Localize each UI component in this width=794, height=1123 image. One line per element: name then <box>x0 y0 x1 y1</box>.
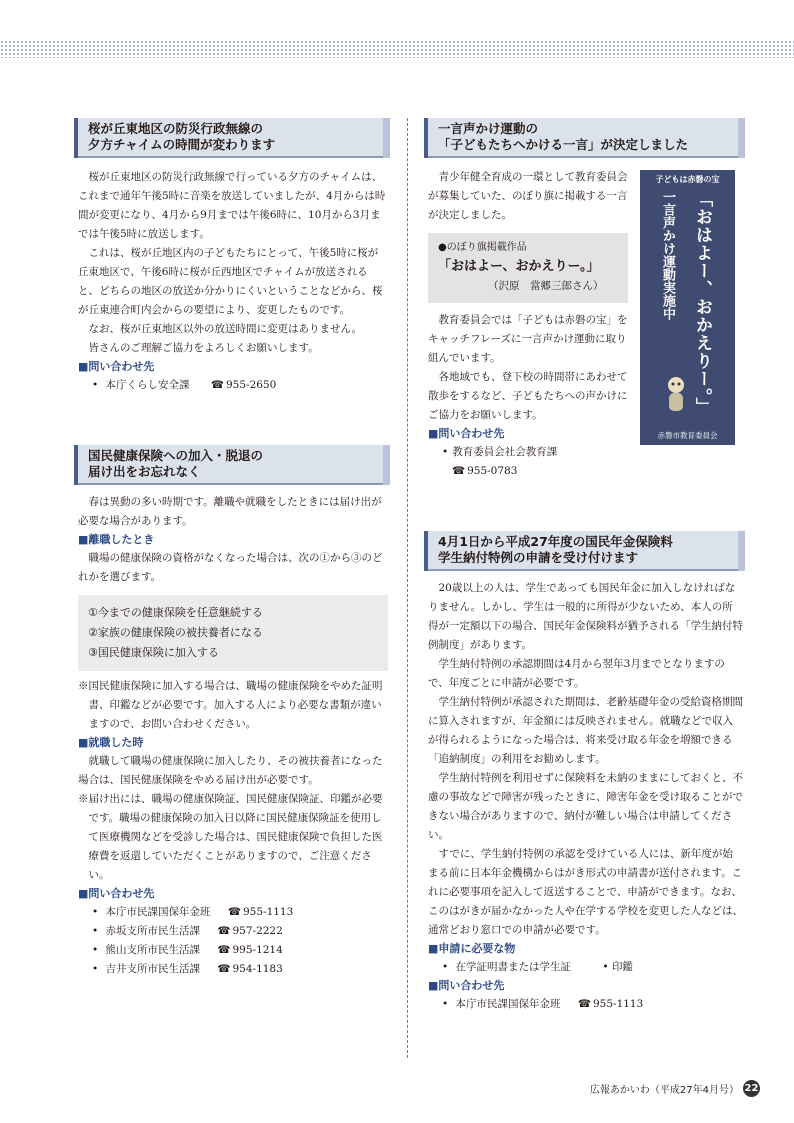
contact-office: 本庁くらし安全課 <box>105 379 190 391</box>
phone-number: ☎ 955-2650 <box>211 379 276 391</box>
chime-article <box>78 118 388 395</box>
paragraph: 教育委員会では「子どもは赤磐の宝」をキャッチフレーズに一言声かけ運動に取り組んでいます。 <box>428 314 628 364</box>
paragraph: すでに、学生納付特例の承認を受けている人には、新年度が始まる前に日本年金機構からはがき形式の申請書が送付されます。これに必要事項を記入して返送することで、申請ができます。なお、このはがきが届かなかった人や在学する学校を変更した人などは、通常どおり窓口での申請が必要です。 <box>428 848 743 936</box>
greeting-heading <box>428 118 743 158</box>
phone-number: ☎ 955-1113 <box>228 906 293 918</box>
contact-heading: ■ 問い合わせ先 <box>428 425 743 443</box>
banner-top-text: 子どもは赤磐の宝 <box>655 175 720 184</box>
phone-number: ☎ 955-1113 <box>578 998 643 1010</box>
contact-heading: ■ 問い合わせ先 <box>78 885 388 903</box>
paragraph: 各地域でも、登下校の時間帯にあわせて散歩をするなど、子どもたちへの声かけにご協力をお願いします。 <box>428 371 628 421</box>
nhi-article <box>78 445 388 979</box>
heading-line: 4月1日から平成27年度の国民年金保険料 <box>438 534 673 549</box>
subheading: ■ 就職した時 <box>78 734 388 752</box>
author: （沢原 當郷三郎さん） <box>488 280 604 292</box>
paragraph: 就職して職場の健康保険に加入したり、その被扶養者になった場合は、国民健康保険をやめる届け出が必要です。 <box>78 755 383 786</box>
paragraph: 桜が丘東地区の防災行政無線で行っている夕方のチャイムは、これまで通年午後5時に音楽を放送していましたが、4月からは時間が変更になり、4月から9月までは午後6時に、10月から3月までは午後5時に放送します。 <box>78 171 386 240</box>
note: ※国民健康保険に加入する場合は、職場の健康保険をやめた証明書、印鑑などが必要です。加入する人により必要な書類が違いますので、お問い合わせください。 <box>78 680 383 730</box>
paragraph: 学生納付特例が承認された期間は、老齢基礎年金の受給資格期間に算入されますが、年金額には反映されません。就職などで収入が得られるようになった場合は、将来受け取る年金を増額できる「追納制度」の利用をお勧めします。 <box>428 696 743 765</box>
winning-phrase-box <box>428 233 628 303</box>
paragraph: なお、桜が丘東地区以外の放送時間に変更はありません。 <box>88 323 363 335</box>
required-item: 在学証明書または学生証 <box>455 961 572 973</box>
nhi-heading <box>78 445 388 485</box>
heading-line: 国民健康保険への加入・脱退の <box>88 448 264 463</box>
phone-number: ☎ 955-0783 <box>452 465 517 477</box>
banner-bottom-text: 赤磐市教育委員会 <box>657 431 718 440</box>
heading-line: 届け出をお忘れなく <box>88 464 201 479</box>
greeting-body <box>428 168 628 425</box>
pension-article <box>428 531 743 1014</box>
banner-main-text: 「おはよー、おかえりー。」 <box>692 190 712 416</box>
paragraph: 学生納付特例の承認期間は4月から翌年3月までとなりますので、年度ごとに申請が必要です。 <box>428 658 725 689</box>
pension-heading <box>428 531 743 571</box>
contact-heading: ■ 問い合わせ先 <box>78 358 388 376</box>
options-box <box>78 595 388 671</box>
option-item: ②家族の健康保険の被扶養者になる <box>88 626 263 639</box>
paragraph: 学生納付特例を利用せずに保険料を未納のままにしておくと、不慮の事故などで障害が残ったときに、障害年金を受け取ることができない場合がありますので、納付が難しい場合は申請してください。 <box>428 772 743 841</box>
mascot-icon <box>664 375 688 415</box>
phone-number: ☎ 957-2222 <box>217 925 282 937</box>
note: ※届け出には、職場の健康保険証、国民健康保険証、印鑑が必要です。職場の健康保険の加入日以降に国民健康保険証を使用して医療機関などを受診した場合は、国民健康保険で負担した医療費を返還していただくことがありますので、ご注意ください。 <box>78 793 383 881</box>
subheading: ■ 申請に必要な物 <box>428 940 743 958</box>
left-column <box>78 118 388 979</box>
contact-item <box>428 995 743 1014</box>
phone-number: ☎ 995-1214 <box>217 944 282 956</box>
paragraph: 春は異動の多い時期です。離職や就職をしたときには届け出が必要な場合があります。 <box>78 496 382 527</box>
contact-office: 本庁市民課国保年金班 <box>105 906 211 918</box>
required-item: 印鑑 <box>611 961 633 973</box>
heading-line: 夕方チャイムの時間が変わります <box>88 137 276 152</box>
paragraph: 皆さんのご理解ご協力をよろしくお願いします。 <box>88 342 319 354</box>
chime-heading <box>78 118 388 158</box>
paragraph: 20歳以上の人は、学生であっても国民年金に加入しなければなりません。しかし、学生は一般的に所得が少ないため、本人の所得が一定額以下の場合、国民年金保険料が猶予される「学生納付特例制度」があります。 <box>428 582 743 651</box>
required-items: • 在学証明書または学生証 • 印鑑 <box>428 958 743 977</box>
paragraph: 青少年健全育成の一環として教育委員会が募集していた、のぼり旗に掲載する一言が決定しました。 <box>428 171 628 221</box>
option-item: ①今までの健康保険を任意継続する <box>88 606 263 619</box>
winning-phrase: 「おはよー、おかえりー。」 <box>438 259 600 274</box>
column-divider <box>407 118 408 1058</box>
contact-item: • 教育委員会社会教育課 <box>428 443 743 462</box>
contact-office: 熊山支所市民生活課 <box>105 944 201 956</box>
heading-line: 一言声かけ運動の <box>438 121 539 136</box>
paragraph: 職場の健康保険の資格がなくなった場合は、次の①から③のどれかを選びます。 <box>78 552 383 583</box>
option-item: ③国民健康保険に加入する <box>88 646 219 659</box>
contact-item <box>78 903 388 922</box>
page-number: 22 <box>743 1080 760 1097</box>
paragraph: これは、桜が丘地区内の子どもたちにとって、午後5時に桜が丘東地区で、午後6時に桜が丘西地区でチャイムが放送されると、どちらの地区の放送か分かりにくいということなどから、桜が丘東連合町内会からの要望により、変更したものです。 <box>78 247 383 316</box>
contact-item <box>78 960 388 979</box>
box-label: ●のぼり旗掲載作品 <box>438 242 527 253</box>
page-footer <box>590 1080 760 1097</box>
heading-line: 桜が丘東地区の防災行政無線の <box>88 121 264 136</box>
contact-office: 本庁市民課国保年金班 <box>455 998 561 1010</box>
banner-side-text: 一言声かけ運動実施中 <box>660 190 675 320</box>
subheading: ■ 離職したとき <box>78 531 388 549</box>
phone-number: ☎ 954-1183 <box>217 963 282 975</box>
contact-office: 吉井支所市民生活課 <box>105 963 201 975</box>
publication-name: 広報あかいわ（平成27年4月号） <box>589 1085 739 1096</box>
contact-item <box>78 376 388 395</box>
heading-line: 学生納付特例の申請を受け付けます <box>438 550 639 565</box>
contact-office: 赤坂支所市民生活課 <box>105 925 201 937</box>
contact-item <box>78 941 388 960</box>
nobori-banner-image <box>640 170 735 445</box>
contact-item <box>78 922 388 941</box>
contact-heading: ■ 問い合わせ先 <box>428 977 743 995</box>
top-dotted-band <box>0 40 794 58</box>
heading-line: 「子どもたちへかける一言」が決定しました <box>438 137 689 152</box>
